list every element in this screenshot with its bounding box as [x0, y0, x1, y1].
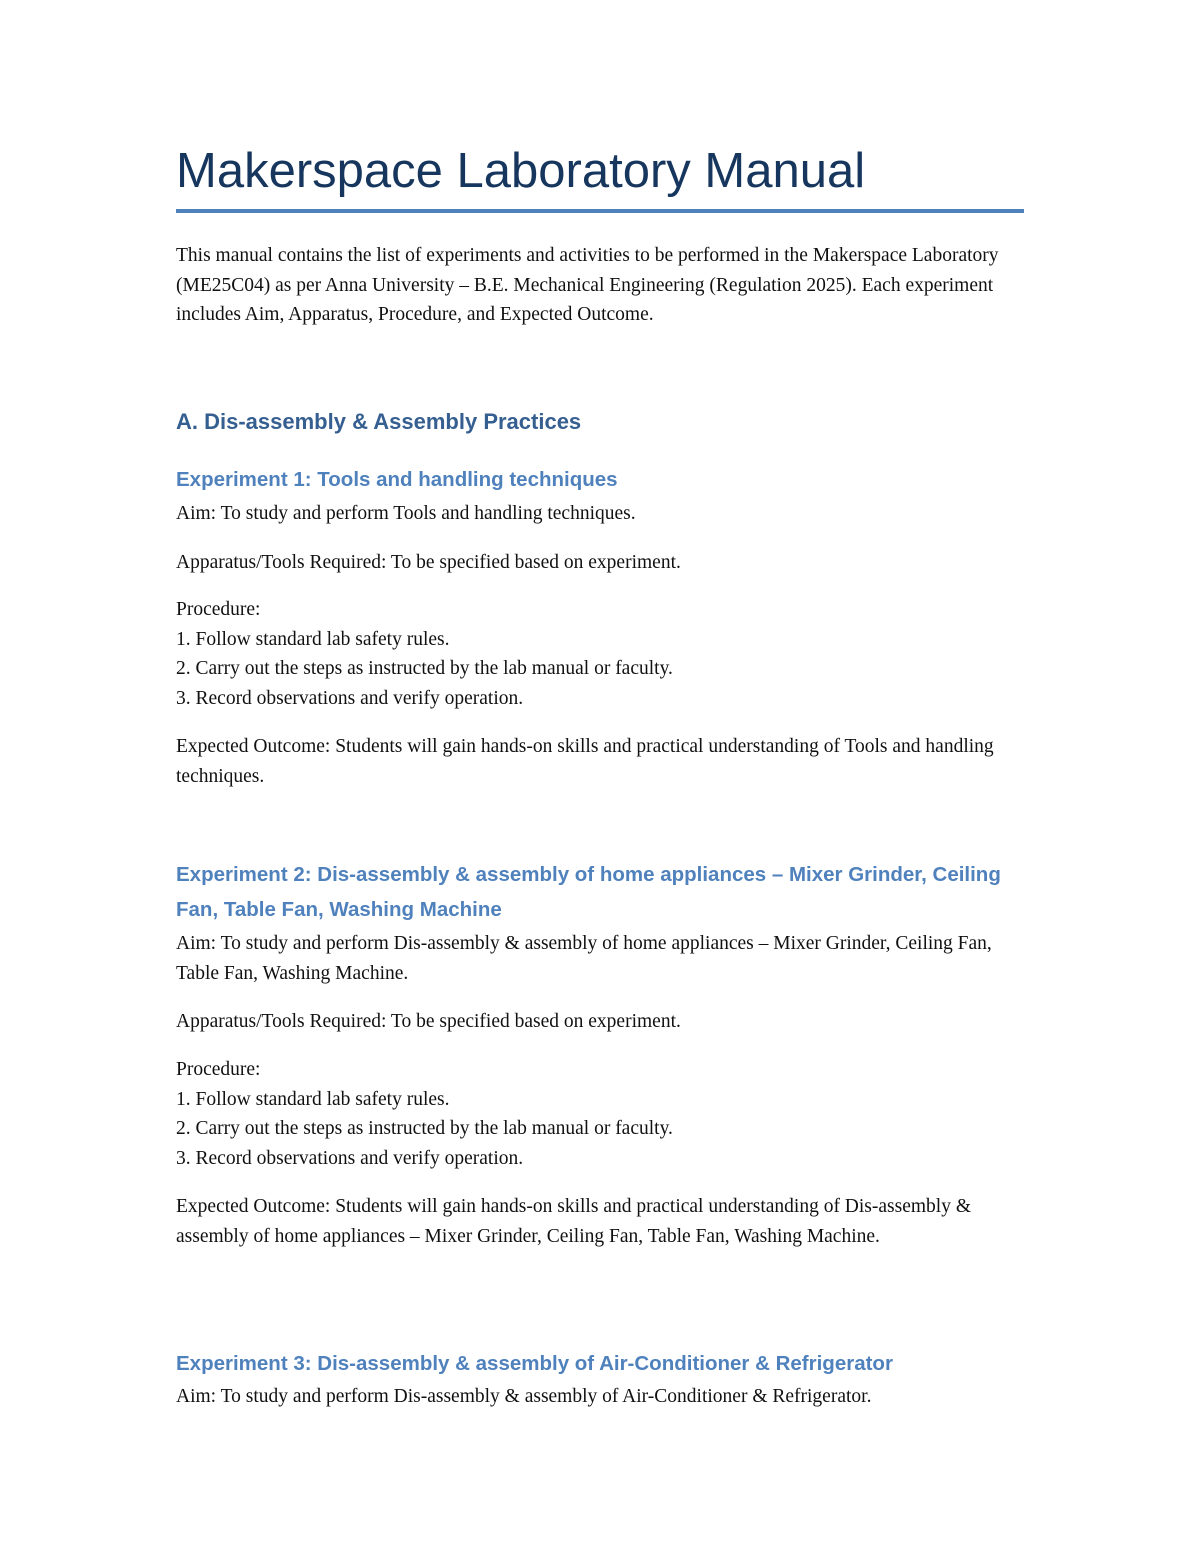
document-title: Makerspace Laboratory Manual	[176, 144, 866, 198]
experiment-2-aim-block	[176, 929, 1026, 988]
section-a-block	[176, 407, 1026, 437]
experiment-2-apparatus: Apparatus/Tools Required: To be specified based on experiment.	[176, 1011, 681, 1032]
experiment-3-aim-block	[176, 1382, 1026, 1412]
experiment-3-aim: Aim: To study and perform Dis-assembly & assembly of Air-Conditioner & Refrigerator.	[176, 1386, 872, 1407]
experiment-2-outcome: Expected Outcome: Students will gain hands-on skills and practical understanding of Dis-assembly & assembly of home appliances – Mixer Grinder, Ceiling Fan, Table Fan, Washing Machine.	[176, 1196, 972, 1247]
experiment-1-apparatus: Apparatus/Tools Required: To be specified based on experiment.	[176, 552, 681, 573]
experiment-2-step: 1. Follow standard lab safety rules.	[176, 1088, 450, 1110]
experiment-2-apparatus-block	[176, 1007, 1026, 1037]
experiment-1-aim: Aim: To study and perform Tools and handling techniques.	[176, 503, 636, 524]
experiment-1-heading-block	[176, 462, 1026, 497]
experiment-1-step: 1. Follow standard lab safety rules.	[176, 628, 450, 650]
experiment-2-procedure-block	[176, 1055, 1026, 1173]
experiment-1-apparatus-block	[176, 548, 1026, 578]
experiment-1-procedure-label: Procedure:	[176, 599, 261, 620]
experiment-2-heading: Experiment 2: Dis-assembly & assembly of home appliances – Mixer Grinder, Ceiling Fan, Table Fan, Washing Machine	[176, 863, 1001, 921]
experiment-2-procedure-label: Procedure:	[176, 1059, 261, 1080]
experiment-1-procedure-block	[176, 595, 1026, 713]
experiment-1-heading: Experiment 1: Tools and handling techniques	[176, 468, 618, 491]
experiment-1-outcome: Expected Outcome: Students will gain hands-on skills and practical understanding of Tools and handling techniques.	[176, 736, 994, 787]
intro-paragraph: This manual contains the list of experiments and activities to be performed in the Makerspace Laboratory (ME25C04) as per Anna University – B.E. Mechanical Engineering (Regulation 2025). Each experiment includes Aim, Apparatus, Procedure, and Expected Outcome.	[176, 245, 999, 325]
experiment-2-aim: Aim: To study and perform Dis-assembly & assembly of home appliances – Mixer Grinder, Ceiling Fan, Table Fan, Washing Machine.	[176, 933, 992, 984]
experiment-2-outcome-block	[176, 1192, 1026, 1251]
experiment-3-heading: Experiment 3: Dis-assembly & assembly of Air-Conditioner & Refrigerator	[176, 1352, 893, 1375]
section-heading-a: A. Dis-assembly & Assembly Practices	[176, 409, 582, 434]
experiment-2-step: 3. Record observations and verify operation.	[176, 1147, 524, 1169]
experiment-1-aim-block	[176, 499, 1026, 529]
experiment-3-heading-block	[176, 1346, 1026, 1381]
experiment-1-step: 3. Record observations and verify operation.	[176, 687, 524, 709]
experiment-2-step: 2. Carry out the steps as instructed by the lab manual or faculty.	[176, 1118, 673, 1139]
experiment-1-step: 2. Carry out the steps as instructed by the lab manual or faculty.	[176, 658, 673, 679]
document-page	[176, 0, 1026, 1553]
intro-block	[176, 241, 1026, 330]
experiment-1-outcome-block	[176, 732, 1026, 791]
title-underline	[176, 209, 1024, 213]
experiment-2-heading-block	[176, 857, 1026, 927]
